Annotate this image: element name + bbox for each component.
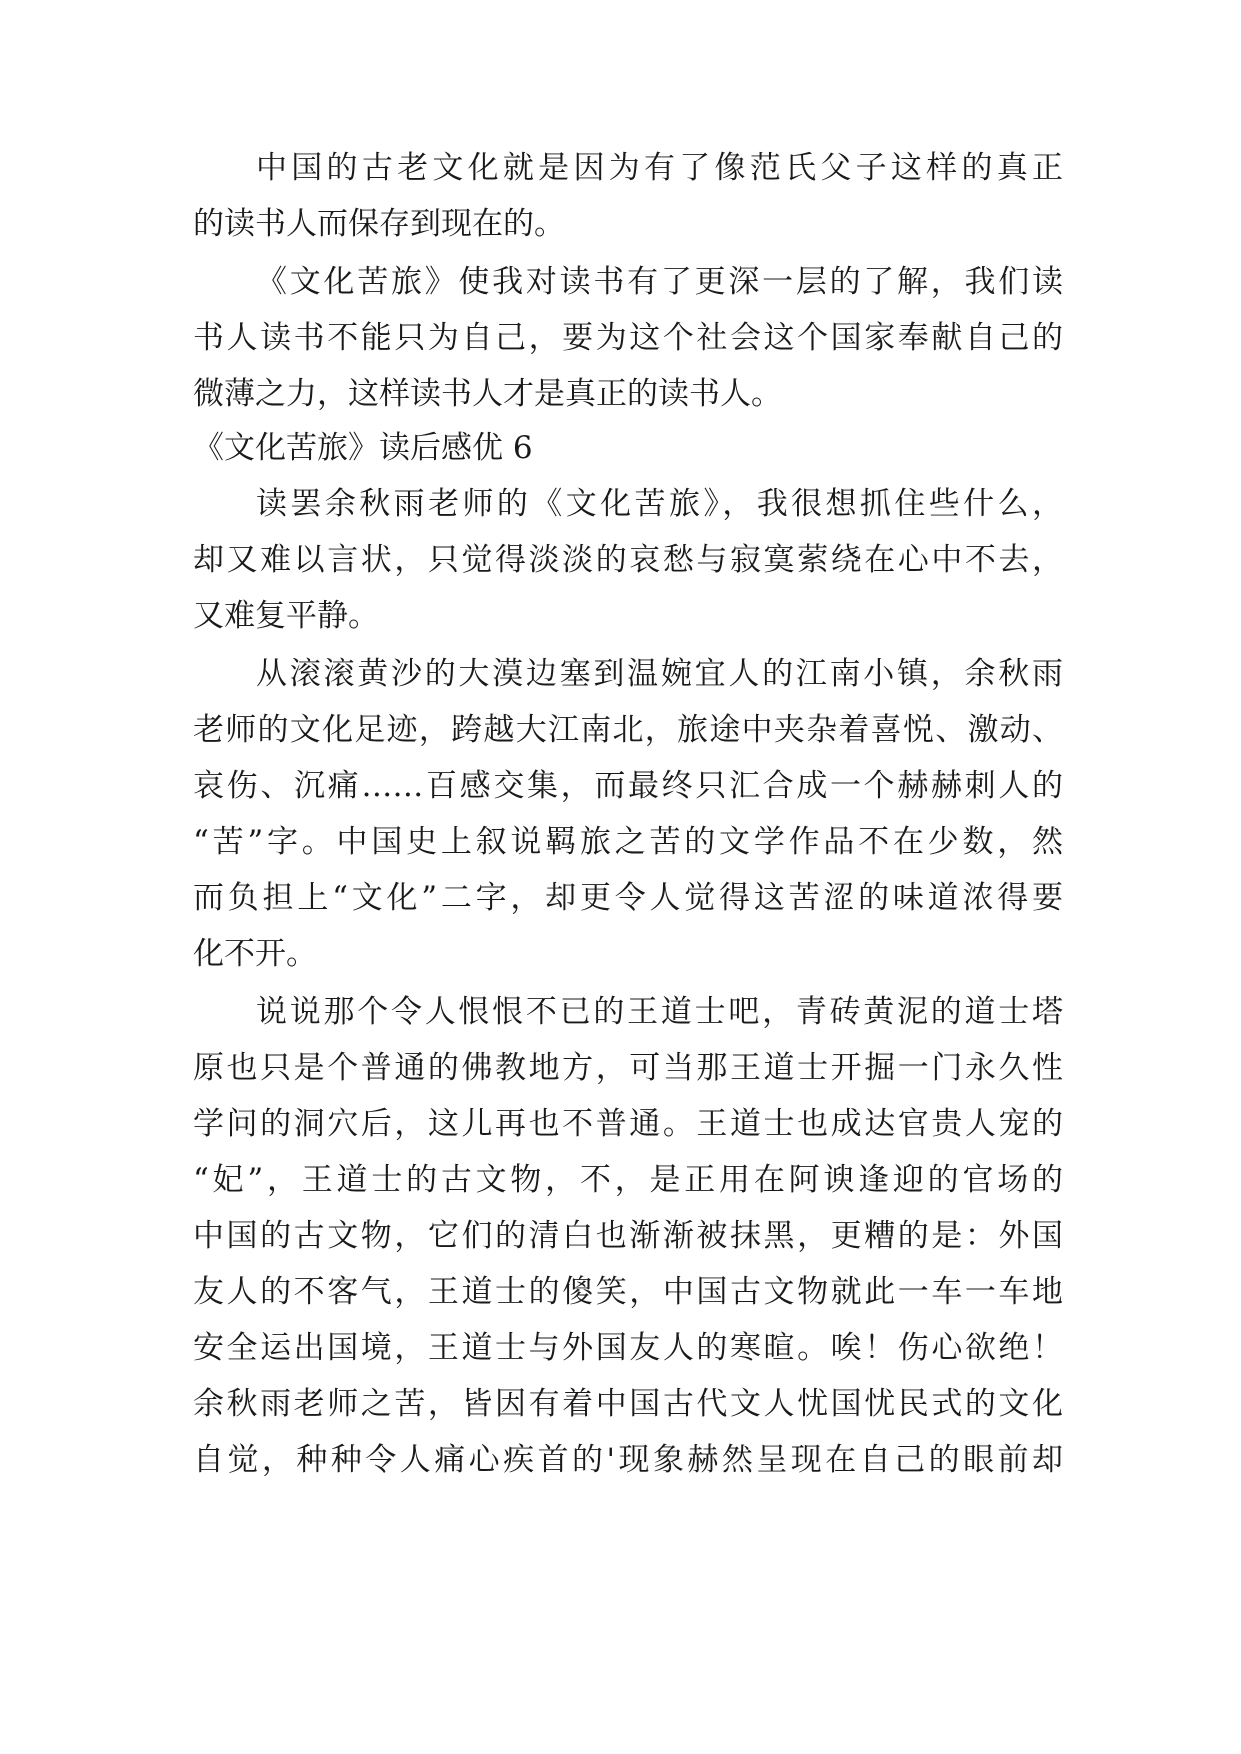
paragraph-2-line-3: 微薄之力，这样读书人才是真正的读书人。 [193,376,782,412]
paragraph-5-line-2: 原也只是个普通的佛教地方，可当那王道士开掘一门永久性 [193,1050,1063,1086]
paragraph-5-line-6: 友人的不客气，王道士的傻笑，中国古文物就此一车一车地 [193,1274,1063,1310]
paragraph-5-line-9: 自觉，种种令人痛心疾首的'现象赫然呈现在自己的眼前却 [193,1442,1063,1478]
section-heading: 《文化苦旅》读后感优 6 [193,430,533,466]
paragraph-4-line-6: 化不开。 [193,936,317,972]
paragraph-5-line-1: 说说那个令人恨恨不已的王道士吧，青砖黄泥的道士塔 [256,994,1063,1030]
paragraph-5-line-3: 学问的洞穴后，这儿再也不普通。王道士也成达官贵人宠的 [193,1106,1063,1142]
paragraph-2-line-2: 书人读书不能只为自己，要为这个社会这个国家奉献自己的 [193,320,1063,356]
paragraph-4-line-3: 哀伤、沉痛……百感交集，而最终只汇合成一个赫赫刺人的 [193,768,1063,804]
paragraph-4-line-2: 老师的文化足迹，跨越大江南北，旅途中夹杂着喜悦、激动、 [193,712,1063,748]
paragraph-3-line-2: 却又难以言状，只觉得淡淡的哀愁与寂寞萦绕在心中不去， [193,542,1063,578]
paragraph-2-line-1: 《文化苦旅》使我对读书有了更深一层的了解，我们读 [256,264,1063,300]
paragraph-1-line-2: 的读书人而保存到现在的。 [193,206,565,242]
paragraph-1-line-1: 中国的古老文化就是因为有了像范氏父子这样的真正 [256,150,1063,186]
paragraph-4-line-5: 而负担上“文化”二字，却更令人觉得这苦涩的味道浓得要 [193,880,1063,916]
paragraph-5-line-5: 中国的古文物，它们的清白也渐渐被抹黑，更糟的是：外国 [193,1218,1063,1254]
paragraph-5-line-7: 安全运出国境，王道士与外国友人的寒暄。唉！伤心欲绝！ [193,1330,1063,1366]
paragraph-4-line-1: 从滚滚黄沙的大漠边塞到温婉宜人的江南小镇，余秋雨 [256,656,1063,692]
paragraph-4-line-4: “苦”字。中国史上叙说羁旅之苦的文学作品不在少数，然 [193,824,1063,860]
paragraph-5-line-8: 余秋雨老师之苦，皆因有着中国古代文人忧国忧民式的文化 [193,1386,1063,1422]
paragraph-3-line-3: 又难复平静。 [193,598,379,634]
paragraph-3-line-1: 读罢余秋雨老师的《文化苦旅》，我很想抓住些什么， [256,486,1063,522]
paragraph-5-line-4: “妃”，王道士的古文物，不，是正用在阿谀逢迎的官场的 [193,1162,1063,1198]
